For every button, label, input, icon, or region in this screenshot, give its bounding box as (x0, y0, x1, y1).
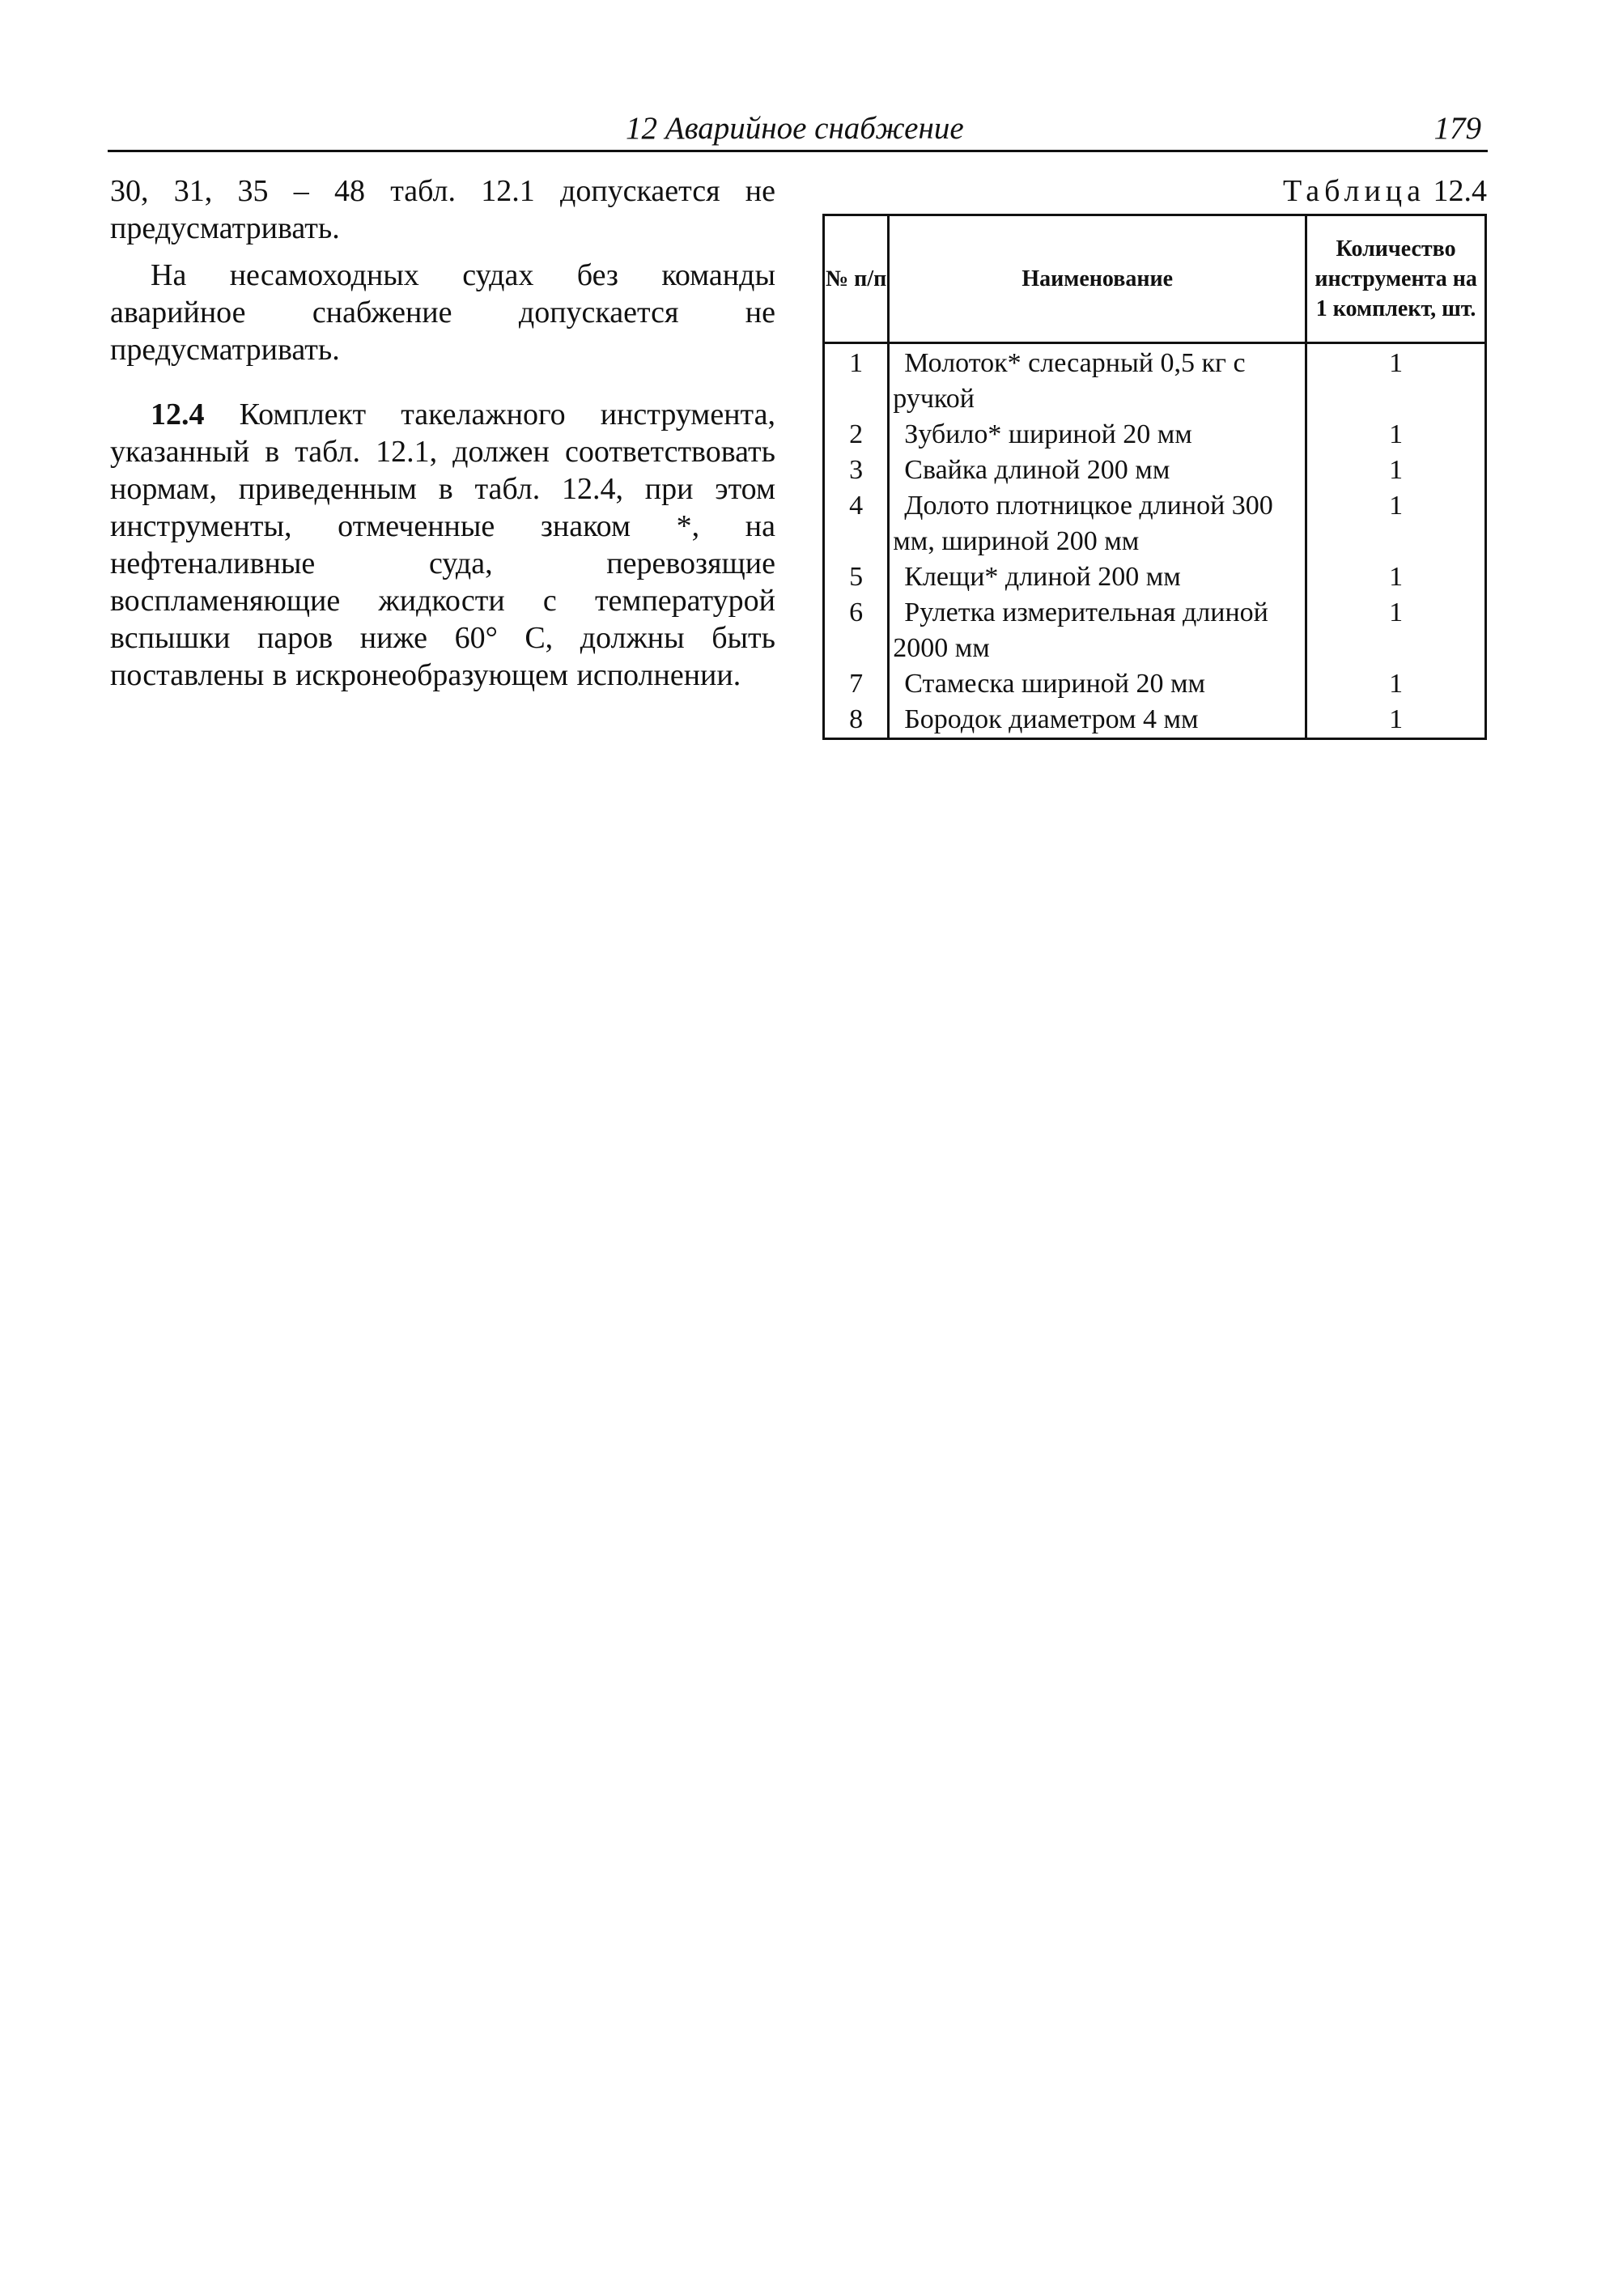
table-caption (822, 172, 1487, 210)
header-name: Наименование (889, 215, 1306, 343)
row-number: 3 (824, 453, 889, 488)
table-row (824, 595, 1486, 666)
row-number: 7 (824, 666, 889, 702)
row-name: Стамеска шириной 20 мм (889, 666, 1306, 702)
left-text-column (110, 172, 775, 694)
row-name: Молоток* слесарный 0,5 кг с ручкой (889, 343, 1306, 418)
table-row (824, 453, 1486, 488)
clause-text: Комплект такелажного инструмента, указанный в табл. 12.1, должен соответствовать нормам, приведенным в табл. 12.4, при этом инструменты, отмеченные знаком *, на нефтеналивные суда, перевозящие воспламеняющие жидкости с температурой вспышки паров ниже 60° С, должны быть поставлены в искронеобразующем исполнении. (110, 398, 775, 692)
clause-number: 12.4 (151, 398, 205, 432)
row-name: Свайка длиной 200 мм (889, 453, 1306, 488)
paragraph-non-self-propelled: На несамоходных судах без команды аварийное снабжение допускается не предусматривать. (110, 258, 775, 367)
table-caption-number: 12.4 (1433, 174, 1487, 208)
row-quantity: 1 (1306, 453, 1486, 488)
row-quantity: 1 (1306, 666, 1486, 702)
table-row (824, 702, 1486, 739)
page-number: 179 (1433, 111, 1481, 146)
running-head-title: 12 Аварийное снабжение (626, 111, 964, 146)
table-row (824, 417, 1486, 453)
rigging-tools-table (822, 214, 1487, 740)
row-name: Бородок диаметром 4 мм (889, 702, 1306, 739)
table-row (824, 666, 1486, 702)
row-quantity: 1 (1306, 417, 1486, 453)
row-number: 6 (824, 595, 889, 666)
header-number: № п/п (824, 215, 889, 343)
page-header (108, 109, 1488, 152)
row-name: Рулетка измерительная длиной 2000 мм (889, 595, 1306, 666)
row-name: Зубило* шириной 20 мм (889, 417, 1306, 453)
row-quantity: 1 (1306, 595, 1486, 666)
row-number: 2 (824, 417, 889, 453)
row-name: Клещи* длиной 200 мм (889, 559, 1306, 595)
header-quantity: Количество инструмента на 1 комплект, шт. (1306, 215, 1486, 343)
table-row (824, 559, 1486, 595)
table-row (824, 488, 1486, 559)
paragraph-continuation: 30, 31, 35 – 48 табл. 12.1 допускается не предусматривать. (110, 174, 775, 245)
row-number: 5 (824, 559, 889, 595)
row-quantity: 1 (1306, 702, 1486, 739)
paragraph-12-4 (110, 396, 775, 694)
table-caption-word: Таблица (1282, 174, 1425, 208)
row-name: Долото плотницкое длиной 300 мм, шириной 200 мм (889, 488, 1306, 559)
row-number: 4 (824, 488, 889, 559)
row-quantity: 1 (1306, 343, 1486, 418)
row-quantity: 1 (1306, 488, 1486, 559)
table-header-row (824, 215, 1486, 343)
row-number: 1 (824, 343, 889, 418)
row-number: 8 (824, 702, 889, 739)
table-row (824, 343, 1486, 418)
row-quantity: 1 (1306, 559, 1486, 595)
